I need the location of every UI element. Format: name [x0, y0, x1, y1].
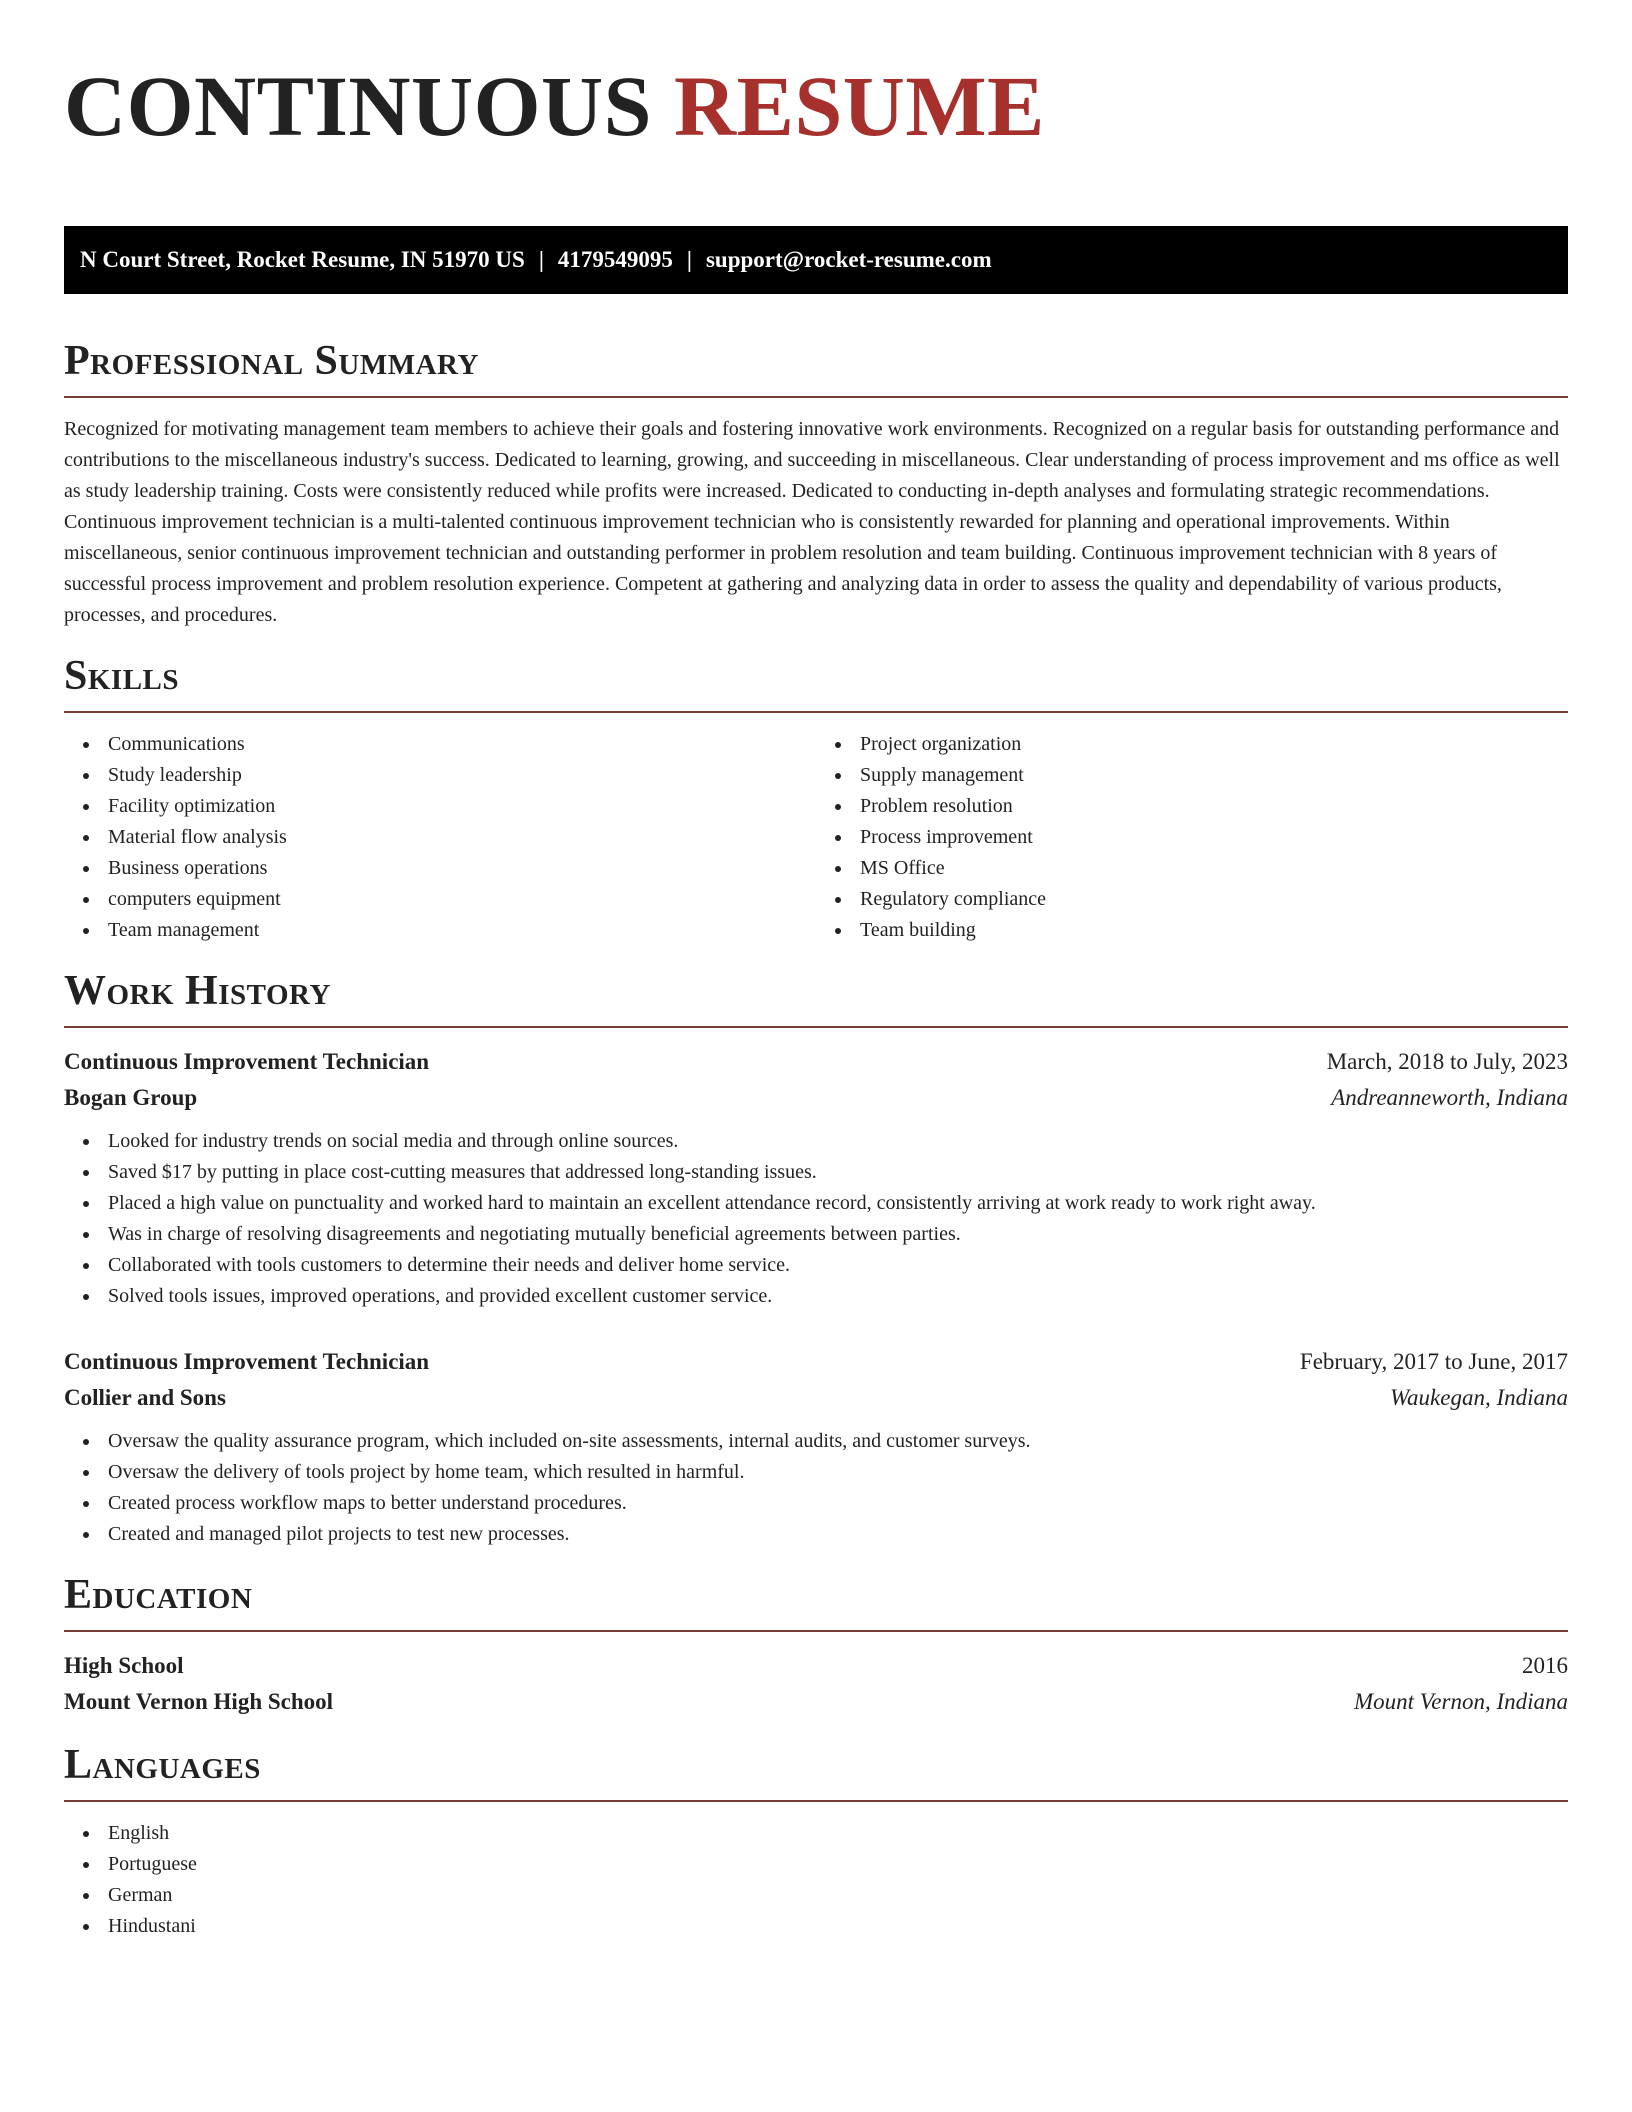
- summary-text: Recognized for motivating management team members to achieve their goals and fostering innovative work environments. Recognized on a regular basis for outstanding performance and contributions to the miscellaneous industry's success. Dedicated to learning, growing, and succeeding in miscellaneous. Clear understanding of process improvement and ms office as well as study leadership training. Costs were consistently reduced while profits were increased. Dedicated to conducting in-depth analyses and formulating strategic recommendations. Continuous improvement technician is a multi-talented continuous improvement technician who is consistently rewarded for planning and operational improvements. Within miscellaneous, senior continuous improvement technician and outstanding performer in problem resolution and team building. Continuous improvement technician with 8 years of successful process improvement and problem resolution experience. Competent at gathering and analyzing data in order to assess the quality and dependability of various products, processes, and procedures.: [64, 418, 1560, 626]
- skill-item: MS Office: [860, 853, 1568, 884]
- language-item: Hindustani: [108, 1911, 1568, 1942]
- languages-section: [64, 1740, 1568, 1942]
- section-divider: [64, 1026, 1568, 1028]
- skill-item: Material flow analysis: [108, 822, 816, 853]
- section-divider: [64, 1800, 1568, 1802]
- skill-item: Business operations: [108, 853, 816, 884]
- contact-address: N Court Street, Rocket Resume, IN 51970 US: [80, 247, 525, 272]
- skill-item: Regulatory compliance: [860, 884, 1568, 915]
- contact-bar: [64, 226, 1568, 294]
- job-dates: March, 2018 to July, 2023: [1326, 1049, 1568, 1074]
- job-company-row: [64, 1380, 1568, 1416]
- job-duty: Collaborated with tools customers to determine their needs and deliver home service.: [108, 1250, 1568, 1281]
- skills-section: [64, 651, 1568, 946]
- education-degree-row: [64, 1648, 1568, 1684]
- section-divider: [64, 711, 1568, 713]
- skills-list-right: [816, 729, 1568, 946]
- job-duty: Created and managed pilot projects to test new processes.: [108, 1519, 1568, 1550]
- job-duty: Looked for industry trends on social media and through online sources.: [108, 1126, 1568, 1157]
- job-duty: Placed a high value on punctuality and worked hard to maintain an excellent attendance record, consistently arriving at work ready to work right away.: [108, 1188, 1568, 1219]
- skill-item: Team management: [108, 915, 816, 946]
- job-header-row: [64, 1344, 1568, 1380]
- job-entry: [64, 1344, 1568, 1550]
- education-year: 2016: [1522, 1653, 1568, 1678]
- job-duty: Solved tools issues, improved operations, and provided excellent customer service.: [108, 1281, 1568, 1312]
- job-company-row: [64, 1080, 1568, 1116]
- education-location: Mount Vernon, Indiana: [1353, 1689, 1568, 1714]
- contact-email: support@rocket-resume.com: [705, 247, 992, 272]
- job-duty: Was in charge of resolving disagreements and negotiating mutually beneficial agreements between parties.: [108, 1219, 1568, 1250]
- job-duties-list: [64, 1126, 1568, 1312]
- skill-item: Communications: [108, 729, 816, 760]
- skill-item: computers equipment: [108, 884, 816, 915]
- work-history-heading: Work History: [64, 968, 331, 1014]
- skill-item: Supply management: [860, 760, 1568, 791]
- language-item: Portuguese: [108, 1849, 1568, 1880]
- contact-phone: 4179549095: [557, 247, 673, 272]
- skills-list-left: [64, 729, 816, 946]
- education-section: [64, 1570, 1568, 1720]
- title-main: CONTINUOUS: [64, 58, 652, 154]
- summary-heading: Professional Summary: [64, 338, 479, 384]
- job-dates: February, 2017 to June, 2017: [1299, 1349, 1568, 1374]
- languages-heading: Languages: [64, 1742, 261, 1788]
- skill-item: Problem resolution: [860, 791, 1568, 822]
- summary-section: [64, 336, 1568, 631]
- job-duty: Oversaw the quality assurance program, which included on-site assessments, internal audits, and customer surveys.: [108, 1426, 1568, 1457]
- skill-item: Project organization: [860, 729, 1568, 760]
- section-divider: [64, 396, 1568, 398]
- title-accent: RESUME: [673, 58, 1045, 154]
- education-degree: High School: [64, 1653, 184, 1678]
- job-duty: Created process workflow maps to better understand procedures.: [108, 1488, 1568, 1519]
- education-heading: Education: [64, 1572, 253, 1618]
- job-header-row: [64, 1044, 1568, 1080]
- job-title: Continuous Improvement Technician: [64, 1049, 430, 1074]
- job-company: Bogan Group: [64, 1085, 198, 1110]
- education-school-row: [64, 1684, 1568, 1720]
- skill-item: Facility optimization: [108, 791, 816, 822]
- contact-separator: |: [686, 247, 692, 272]
- job-duties-list: [64, 1426, 1568, 1550]
- section-divider: [64, 1630, 1568, 1632]
- skill-item: Study leadership: [108, 760, 816, 791]
- job-title: Continuous Improvement Technician: [64, 1349, 430, 1374]
- skill-item: Process improvement: [860, 822, 1568, 853]
- job-duty: Oversaw the delivery of tools project by home team, which resulted in harmful.: [108, 1457, 1568, 1488]
- contact-separator: |: [538, 247, 544, 272]
- skills-heading: Skills: [64, 653, 180, 699]
- job-company: Collier and Sons: [64, 1385, 226, 1410]
- job-entry: [64, 1044, 1568, 1312]
- language-item: German: [108, 1880, 1568, 1911]
- education-school: Mount Vernon High School: [64, 1689, 334, 1714]
- skill-item: Team building: [860, 915, 1568, 946]
- language-item: English: [108, 1818, 1568, 1849]
- languages-list: [64, 1818, 1568, 1942]
- work-history-section: [64, 966, 1568, 1550]
- job-duty: Saved $17 by putting in place cost-cutting measures that addressed long-standing issues.: [108, 1157, 1568, 1188]
- skills-grid: [64, 729, 1568, 946]
- resume-title: [64, 56, 1568, 156]
- job-location: Waukegan, Indiana: [1389, 1385, 1568, 1410]
- job-location: Andreanneworth, Indiana: [1331, 1085, 1568, 1110]
